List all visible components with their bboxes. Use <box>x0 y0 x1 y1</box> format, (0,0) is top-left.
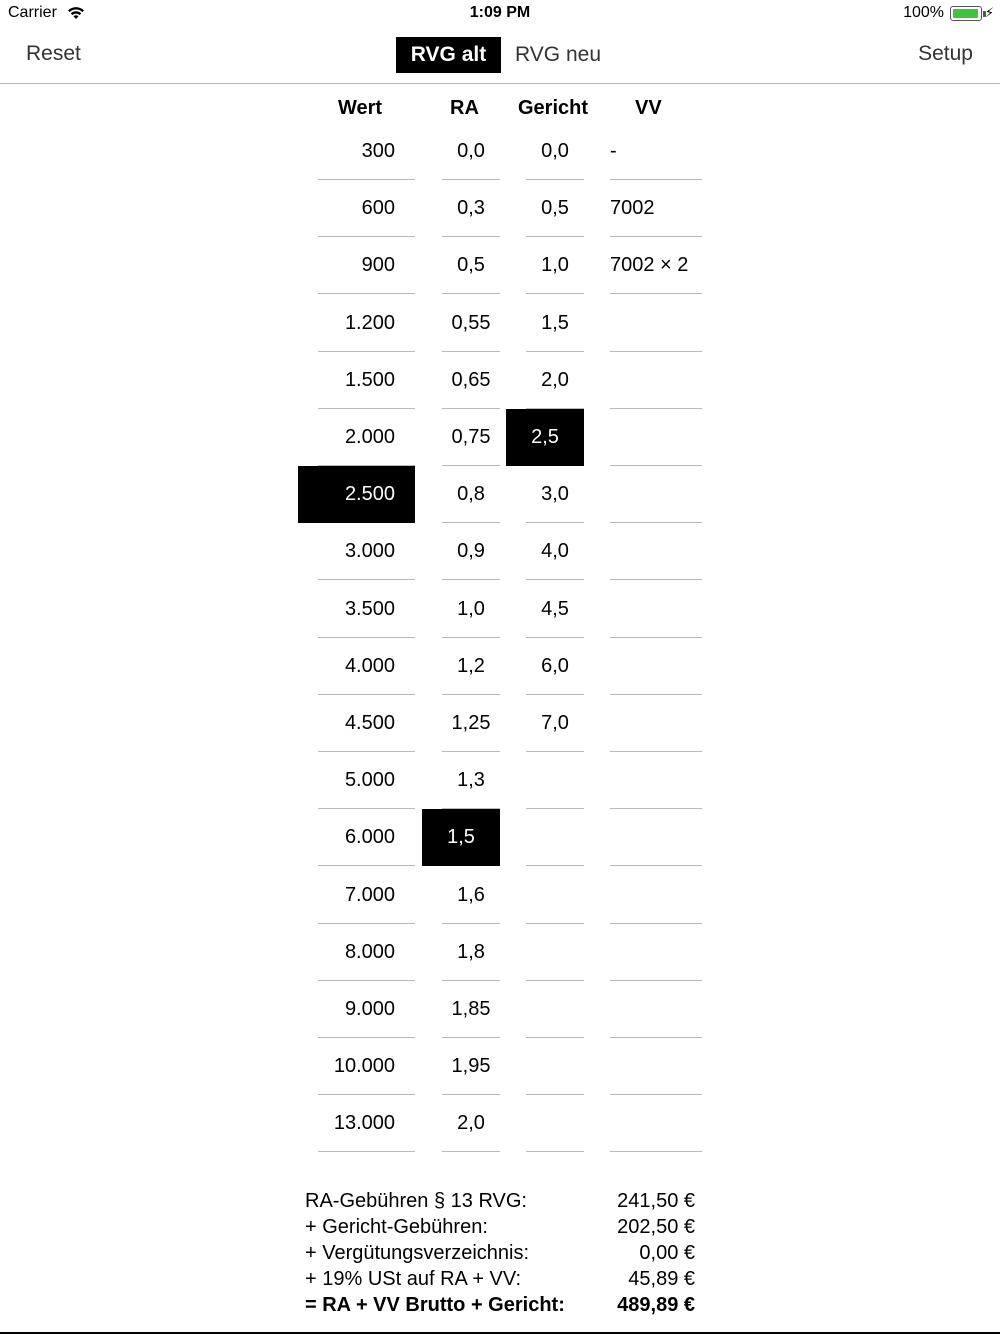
ra-value: 0,3 <box>457 197 485 220</box>
gericht-value: 4,5 <box>541 597 569 620</box>
vv-cell[interactable] <box>610 523 702 580</box>
ra-cell[interactable] <box>442 924 500 981</box>
ra-value: 1,95 <box>451 1055 491 1078</box>
status-bar <box>0 0 1000 28</box>
wert-cell[interactable] <box>318 581 415 638</box>
wert-value: 2.500 <box>344 483 395 506</box>
wert-cell[interactable] <box>318 523 415 580</box>
summary-label: + Vergütungsverzeichnis: <box>305 1242 530 1264</box>
fee-summary <box>0 1176 1000 1334</box>
ra-value: 0,65 <box>451 368 491 391</box>
gericht-cell[interactable] <box>526 695 584 752</box>
gericht-cell[interactable] <box>526 924 584 981</box>
wert-cell[interactable] <box>318 867 415 924</box>
summary-value: 0,00 € <box>639 1242 695 1264</box>
ra-cell[interactable] <box>442 638 500 695</box>
wert-value: 2.000 <box>344 426 395 448</box>
wert-value: 3.500 <box>344 597 395 620</box>
vv-value: 7002 × 2 <box>610 254 689 277</box>
vv-cell[interactable] <box>610 752 702 809</box>
segment-rvg-alt[interactable]: RVG alt <box>396 37 501 73</box>
ra-value: 0,5 <box>457 254 485 277</box>
ra-cell[interactable] <box>442 867 500 924</box>
table-row <box>0 1095 1000 1152</box>
vv-cell[interactable] <box>610 237 702 294</box>
wert-value: 900 <box>361 254 395 277</box>
wert-cell[interactable] <box>318 123 415 180</box>
table-row <box>0 752 1000 809</box>
ra-value: 1,3 <box>457 769 485 792</box>
ra-cell[interactable] <box>442 695 500 752</box>
gericht-cell[interactable] <box>526 638 584 695</box>
carrier-label: Carrier <box>8 4 57 21</box>
table-row <box>0 809 1000 866</box>
ra-cell[interactable] <box>442 180 500 237</box>
ra-value: 1,2 <box>457 654 485 677</box>
vv-cell[interactable] <box>610 352 702 409</box>
wert-cell[interactable] <box>318 409 415 466</box>
ra-cell[interactable] <box>442 409 500 466</box>
wert-cell[interactable] <box>318 924 415 981</box>
reset-button[interactable]: Reset <box>26 42 81 65</box>
vv-cell[interactable] <box>610 295 702 352</box>
summary-value: 489,89 € <box>617 1294 695 1316</box>
table-row <box>0 123 1000 180</box>
gericht-cell-selected[interactable] <box>506 409 584 466</box>
wert-value: 7.000 <box>344 883 395 906</box>
ra-cell[interactable] <box>442 752 500 809</box>
ra-value: 0,75 <box>451 426 491 448</box>
fee-table <box>0 86 1000 1176</box>
summary-row <box>305 1216 695 1242</box>
gericht-cell[interactable] <box>526 752 584 809</box>
ra-cell[interactable] <box>442 1095 500 1152</box>
vv-cell[interactable] <box>610 123 702 180</box>
summary-value: 241,50 € <box>617 1190 695 1212</box>
ra-cell[interactable] <box>442 123 500 180</box>
table-row <box>0 466 1000 523</box>
table-row <box>0 295 1000 352</box>
gericht-cell[interactable] <box>526 1153 584 1176</box>
wert-cell[interactable] <box>318 352 415 409</box>
header-wert: Wert <box>338 97 383 119</box>
gericht-cell[interactable] <box>526 981 584 1038</box>
gericht-cell[interactable] <box>526 523 584 580</box>
gericht-value: 0,5 <box>541 197 569 220</box>
ra-cell[interactable] <box>442 352 500 409</box>
gericht-cell[interactable] <box>526 809 584 866</box>
wert-cell[interactable] <box>318 180 415 237</box>
ra-value: 0,9 <box>457 540 485 563</box>
wert-cell[interactable] <box>318 1038 415 1095</box>
ra-cell[interactable] <box>442 523 500 580</box>
segment-rvg-neu[interactable]: RVG neu <box>515 43 601 66</box>
gericht-value: 2,5 <box>531 426 559 448</box>
vv-cell[interactable] <box>610 981 702 1038</box>
table-row <box>0 352 1000 409</box>
wert-cell[interactable] <box>318 981 415 1038</box>
wert-value: 1.200 <box>344 311 395 334</box>
gericht-value: 1,0 <box>541 254 569 277</box>
gericht-cell[interactable] <box>526 1095 584 1152</box>
ra-value: 2,0 <box>457 1112 485 1135</box>
gericht-value: 6,0 <box>541 654 569 677</box>
ra-cell[interactable] <box>442 237 500 294</box>
gericht-value: 2,0 <box>541 368 569 391</box>
ra-value: 1,5 <box>447 826 475 849</box>
status-time: 1:09 PM <box>469 4 531 21</box>
gericht-value: 7,0 <box>541 712 569 734</box>
gericht-cell[interactable] <box>526 581 584 638</box>
vv-cell[interactable] <box>610 581 702 638</box>
gericht-value: 0,0 <box>541 140 569 162</box>
table-row <box>0 237 1000 294</box>
gericht-cell[interactable] <box>526 867 584 924</box>
battery-percent: 100% <box>903 4 944 21</box>
wert-cell[interactable] <box>318 1153 415 1176</box>
vv-cell[interactable] <box>610 466 702 523</box>
wert-value: 6.000 <box>344 826 395 849</box>
navigation-bar <box>0 28 1000 84</box>
gericht-cell[interactable] <box>526 237 584 294</box>
ra-value: 0,55 <box>451 311 491 334</box>
vv-cell[interactable] <box>610 867 702 924</box>
header-vv: VV <box>635 97 662 119</box>
vv-value: - <box>610 140 617 162</box>
wert-cell[interactable] <box>318 295 415 352</box>
header-gericht: Gericht <box>518 97 589 119</box>
table-row <box>0 981 1000 1038</box>
table-row <box>0 581 1000 638</box>
wert-value: 13.000 <box>333 1112 395 1135</box>
gericht-cell[interactable] <box>526 123 584 180</box>
wert-cell[interactable] <box>318 237 415 294</box>
summary-value: 45,89 € <box>628 1268 695 1290</box>
ra-cell[interactable] <box>442 981 500 1038</box>
summary-label: + 19% USt auf RA + VV: <box>305 1268 522 1290</box>
ra-cell[interactable] <box>442 466 500 523</box>
wert-cell[interactable] <box>318 695 415 752</box>
gericht-cell[interactable] <box>526 466 584 523</box>
ra-cell[interactable] <box>442 581 500 638</box>
table-row <box>0 1153 1000 1176</box>
ra-cell[interactable] <box>442 1153 500 1176</box>
gericht-cell[interactable] <box>526 180 584 237</box>
ra-cell[interactable] <box>442 295 500 352</box>
table-row <box>0 695 1000 752</box>
table-row <box>0 1038 1000 1095</box>
vv-cell[interactable] <box>610 1095 702 1152</box>
wert-value: 9.000 <box>344 998 395 1020</box>
table-row <box>0 638 1000 695</box>
vv-cell[interactable] <box>610 924 702 981</box>
wert-value: 8.000 <box>344 940 395 963</box>
ra-cell[interactable] <box>442 1038 500 1095</box>
vv-cell[interactable] <box>610 695 702 752</box>
summary-value: 202,50 € <box>617 1216 695 1238</box>
wert-cell[interactable] <box>318 638 415 695</box>
vv-cell[interactable] <box>610 409 702 466</box>
gericht-cell[interactable] <box>526 295 584 352</box>
ra-cell-selected[interactable] <box>422 809 500 866</box>
ra-value: 1,85 <box>451 998 491 1020</box>
setup-button[interactable]: Setup <box>918 42 973 65</box>
table-row <box>0 924 1000 981</box>
table-row <box>0 180 1000 237</box>
vv-cell[interactable] <box>610 1038 702 1095</box>
table-row <box>0 867 1000 924</box>
vv-cell[interactable] <box>610 638 702 695</box>
wert-cell[interactable] <box>318 752 415 809</box>
header-ra: RA <box>450 97 479 119</box>
ra-value: 0,8 <box>457 483 485 506</box>
wert-value: 5.000 <box>344 769 395 792</box>
wert-value: 4.000 <box>344 654 395 677</box>
table-row <box>0 409 1000 466</box>
ra-value: 1,6 <box>457 883 485 906</box>
summary-row <box>305 1190 695 1216</box>
summary-label: RA-Gebühren § 13 RVG: <box>305 1190 527 1212</box>
wert-value: 4.500 <box>344 712 395 734</box>
ra-value: 0,0 <box>457 140 485 162</box>
vv-cell[interactable] <box>610 809 702 866</box>
summary-row <box>305 1242 695 1268</box>
vv-cell[interactable] <box>610 180 702 237</box>
wert-value: 3.000 <box>344 540 395 563</box>
vv-value: 7002 <box>610 197 655 220</box>
wert-cell[interactable] <box>318 1095 415 1152</box>
gericht-value: 4,0 <box>541 540 569 563</box>
wert-cell[interactable] <box>318 809 415 866</box>
wert-cell-selected[interactable] <box>298 466 415 523</box>
battery-icon <box>950 6 982 21</box>
summary-label: + Gericht-Gebühren: <box>305 1216 488 1238</box>
version-segmented-control <box>396 37 615 73</box>
wert-value: 300 <box>361 140 395 162</box>
gericht-value: 3,0 <box>541 483 569 506</box>
summary-label: = RA + VV Brutto + Gericht: <box>305 1294 565 1316</box>
vv-cell[interactable] <box>610 1153 702 1176</box>
charging-bolt-icon: ⚡ <box>984 5 994 20</box>
gericht-cell[interactable] <box>526 352 584 409</box>
gericht-cell[interactable] <box>526 1038 584 1095</box>
ra-value: 1,0 <box>457 597 485 620</box>
wert-value: 1.500 <box>344 368 395 391</box>
summary-row <box>305 1294 695 1320</box>
wert-value: 600 <box>361 197 395 220</box>
ra-value: 1,25 <box>451 712 491 734</box>
summary-row <box>305 1268 695 1294</box>
wert-value: 10.000 <box>333 1055 395 1078</box>
ra-value: 1,8 <box>457 940 485 963</box>
gericht-value: 1,5 <box>541 311 569 334</box>
table-row <box>0 523 1000 580</box>
